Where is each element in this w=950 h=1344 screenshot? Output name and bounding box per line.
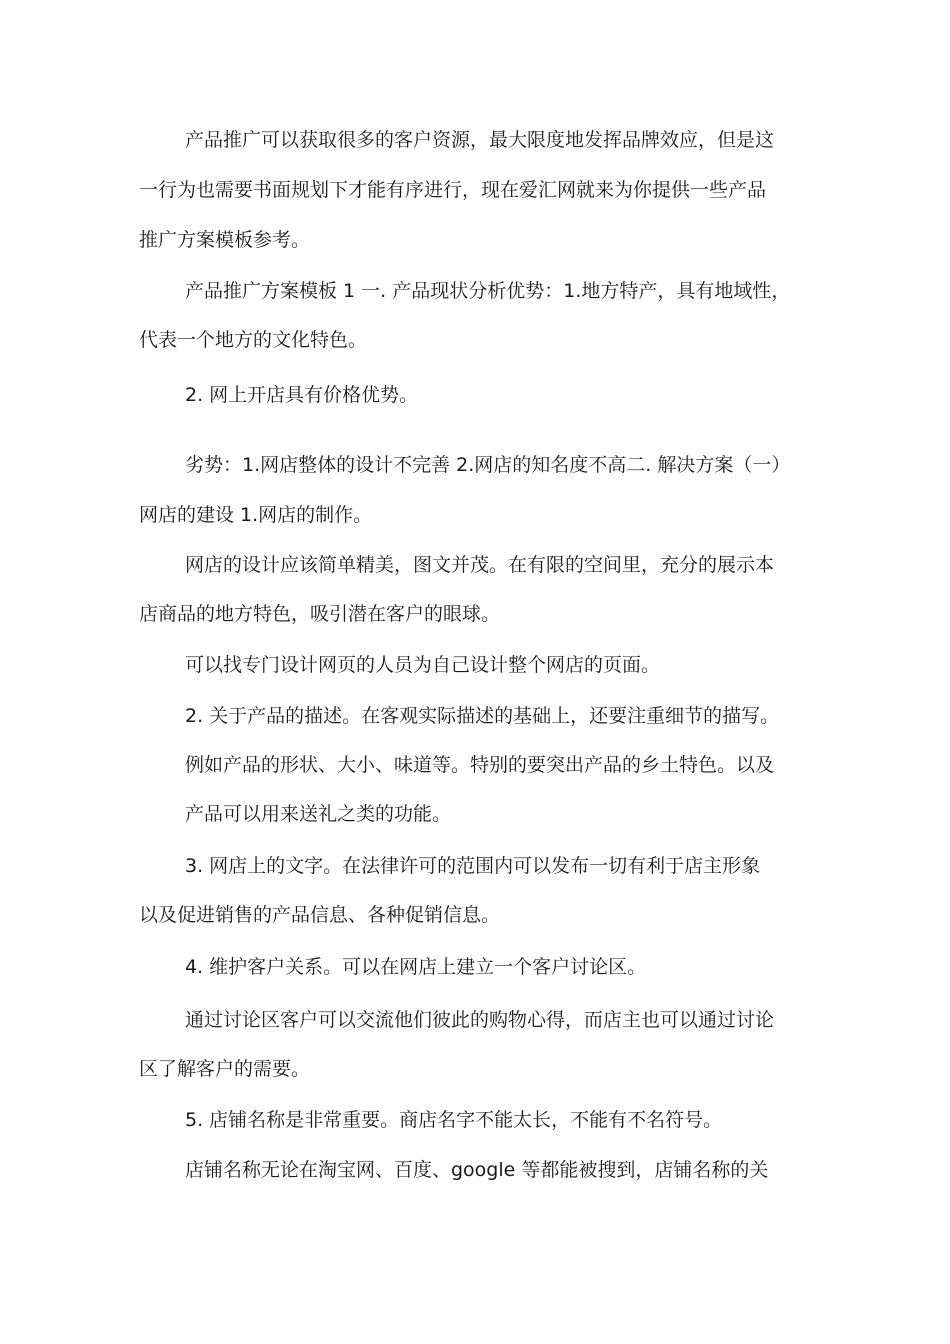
text-line-content: 网店的建设 1.网店的制作。 [139,504,373,526]
text-line-content: 产品推广方案模板 1 一. 产品现状分析优势：1.地方特产，具有地域性， [185,280,791,302]
text-line [0,550,950,580]
text-line [0,325,950,355]
text-line-content: 产品可以用来送礼之类的功能。 [185,803,452,825]
text-line-content: 5. 店铺名称是非常重要。商店名字不能太长，不能有不名符号。 [185,1109,723,1131]
text-line [0,952,950,982]
text-line-content: 推广方案模板参考。 [139,229,311,251]
text-line-content: 网店的设计应该简单精美，图文并茂。在有限的空间里，充分的展示本 [185,554,775,576]
text-line-content: 以及促进销售的产品信息、各种促销信息。 [139,904,501,926]
text-line [0,500,950,530]
text-line [0,1155,950,1185]
text-line [0,1054,950,1084]
text-line [0,276,950,306]
text-line [0,799,950,829]
text-line [0,1005,950,1035]
text-line [0,225,950,255]
text-line [0,450,950,480]
text-line-content: 店商品的地方特色，吸引潜在客户的眼球。 [139,603,501,625]
text-line-content: 通过讨论区客户可以交流他们彼此的购物心得，而店主也可以通过讨论 [185,1009,775,1031]
text-line-content: 产品推广可以获取很多的客户资源，最大限度地发挥品牌效应，但是这 [185,129,775,151]
text-line [0,380,950,410]
text-line [0,701,950,731]
text-line-content: 例如产品的形状、大小、味道等。特别的要突出产品的乡土特色。以及 [185,754,775,776]
text-line-content: 劣势：1.网店整体的设计不完善 2.网店的知名度不高二. 解决方案（一） [185,454,791,476]
text-line-content: 区了解客户的需要。 [139,1058,311,1080]
text-line [0,599,950,629]
text-line [0,900,950,930]
text-line [0,125,950,155]
text-line-content: 可以找专门设计网页的人员为自己设计整个网店的页面。 [185,654,661,676]
text-line-content: 2. 关于产品的描述。在客观实际描述的基础上，还要注重细节的描写。 [185,705,780,727]
text-line-content: 3. 网店上的文字。在法律许可的范围内可以发布一切有利于店主形象 [185,855,761,877]
text-line-content: 一行为也需要书面规划下才能有序进行，现在爱汇网就来为你提供一些产品 [139,179,767,201]
text-line [0,851,950,881]
text-line-content: 4. 维护客户关系。可以在网店上建立一个客户讨论区。 [185,956,647,978]
text-line-content: 店铺名称无论在淘宝网、百度、google 等都能被搜到，店铺名称的关 [185,1159,769,1181]
text-line [0,1105,950,1135]
text-line-content: 2. 网上开店具有价格优势。 [185,384,419,406]
text-line [0,175,950,205]
text-line-content: 代表一个地方的文化特色。 [139,329,368,351]
text-line [0,750,950,780]
text-line [0,650,950,680]
